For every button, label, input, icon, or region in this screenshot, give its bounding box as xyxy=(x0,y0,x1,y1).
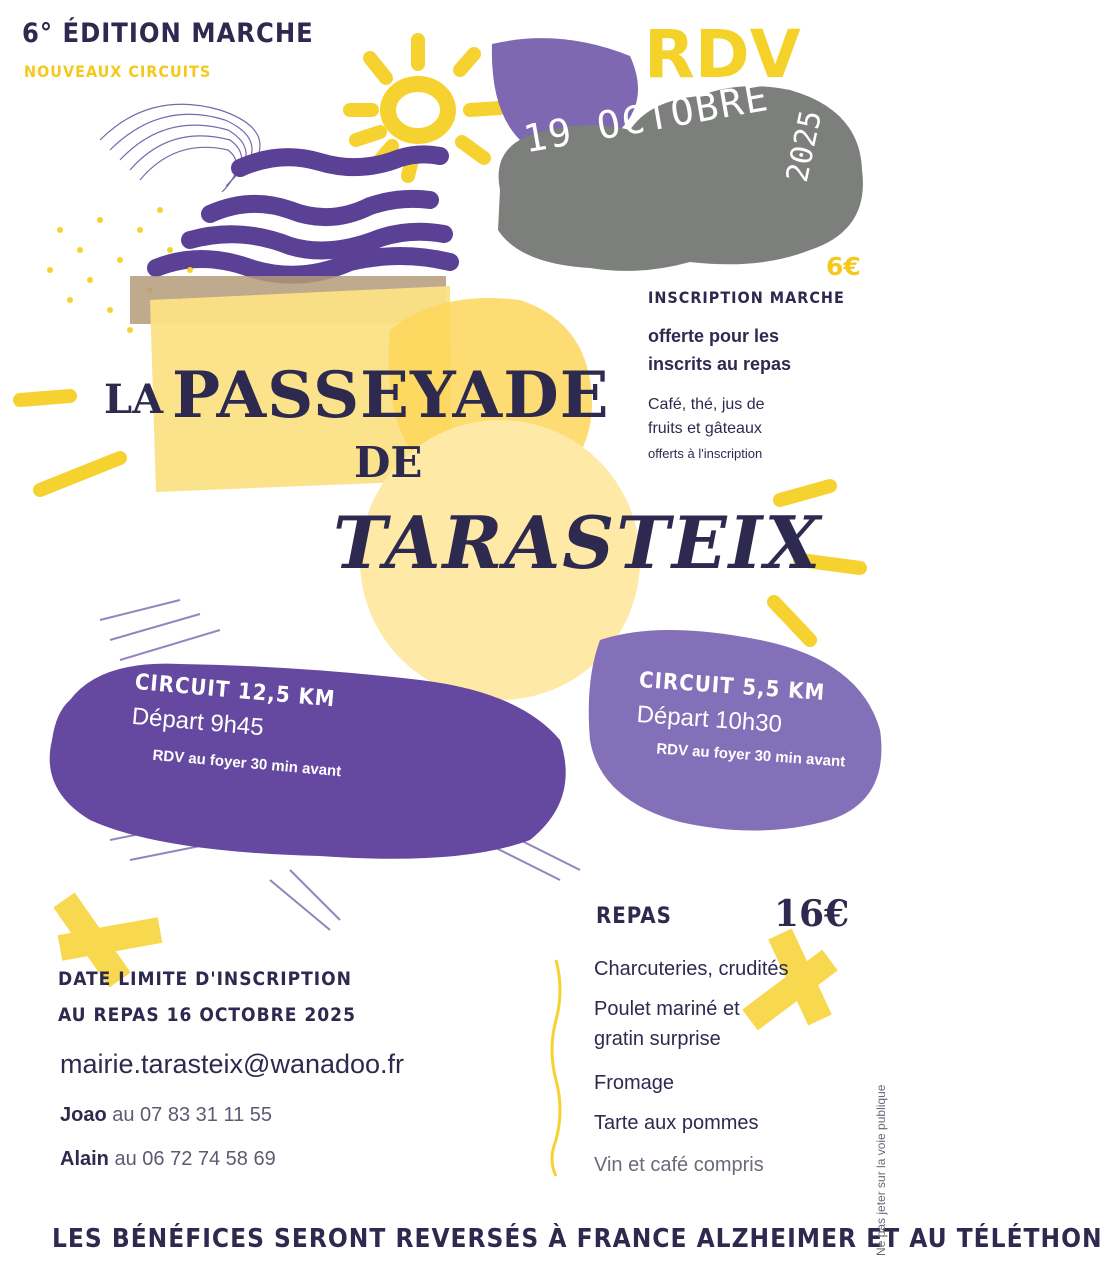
circuit-1-departure: Départ 9h45 xyxy=(130,702,265,742)
meal-item: Charcuteries, crudités xyxy=(594,958,789,980)
circuit-1-meeting: RDV au foyer 30 min avant xyxy=(151,746,342,781)
new-circuits-label: NOUVEAUX CIRCUITS xyxy=(24,62,212,81)
registration-price: 6€ xyxy=(826,252,861,281)
edition-label: 6° ÉDITION MARCHE xyxy=(22,18,314,49)
swirl-lines xyxy=(100,104,260,192)
contact-email[interactable]: mairie.tarasteix@wanadoo.fr xyxy=(60,1049,405,1079)
title-tarasteix: TARASTEIX xyxy=(333,500,823,585)
contact-name: Joao xyxy=(60,1104,107,1126)
event-date: 19 OCTOBRE xyxy=(520,74,773,162)
contact-joao xyxy=(60,1104,272,1127)
footer-banner: LES BÉNÉFICES SERONT REVERSÉS À FRANCE ALZHEIMER ET AU TÉLÉTHON xyxy=(52,1224,1103,1254)
circuit-1-title: CIRCUIT 12,5 KM xyxy=(133,670,337,713)
disposal-note: Ne pas jeter sur la voie publique xyxy=(874,1084,888,1256)
meal-item: Vin et café compris xyxy=(594,1154,764,1176)
circuit-2 xyxy=(634,668,851,771)
registration-note-3: offerts à l'inscription xyxy=(648,446,763,461)
meal-item: Poulet mariné et xyxy=(594,998,740,1020)
deadline-line-2: AU REPAS 16 OCTOBRE 2025 xyxy=(58,1004,356,1026)
meal-item: gratin surprise xyxy=(594,1028,721,1050)
deadline-line-1: DATE LIMITE D'INSCRIPTION xyxy=(58,968,352,990)
event-year: 2025 xyxy=(780,107,830,186)
registration-note-1: Café, thé, jus de xyxy=(648,396,765,413)
circuit-2-departure: Départ 10h30 xyxy=(635,700,783,739)
contact-alain xyxy=(60,1148,276,1171)
title-de: DE xyxy=(354,438,423,487)
title-passeyade: PASSEYADE xyxy=(172,358,610,433)
squiggle-divider xyxy=(552,960,560,1176)
circuit-2-meeting: RDV au foyer 30 min avant xyxy=(655,740,846,771)
meal-item: Tarte aux pommes xyxy=(594,1112,759,1134)
contact-phone[interactable]: au 07 83 31 11 55 xyxy=(112,1104,273,1126)
registration-title: INSCRIPTION MARCHE xyxy=(648,288,845,307)
contact-phone[interactable]: au 06 72 74 58 69 xyxy=(114,1148,276,1170)
rdv-label: RDV xyxy=(644,16,801,93)
registration-line-1: offerte pour les xyxy=(648,326,780,346)
contact-name: Alain xyxy=(60,1148,109,1170)
registration-note-2: fruits et gâteaux xyxy=(648,420,762,437)
meal-item: Fromage xyxy=(594,1072,675,1094)
registration-line-2: inscrits au repas xyxy=(648,354,792,374)
circuit-1 xyxy=(128,670,348,780)
meal-price: 16€ xyxy=(774,893,850,935)
meal-title: REPAS xyxy=(596,904,672,929)
circuit-2-title: CIRCUIT 5,5 KM xyxy=(638,668,827,706)
title-la: LA xyxy=(104,376,164,423)
